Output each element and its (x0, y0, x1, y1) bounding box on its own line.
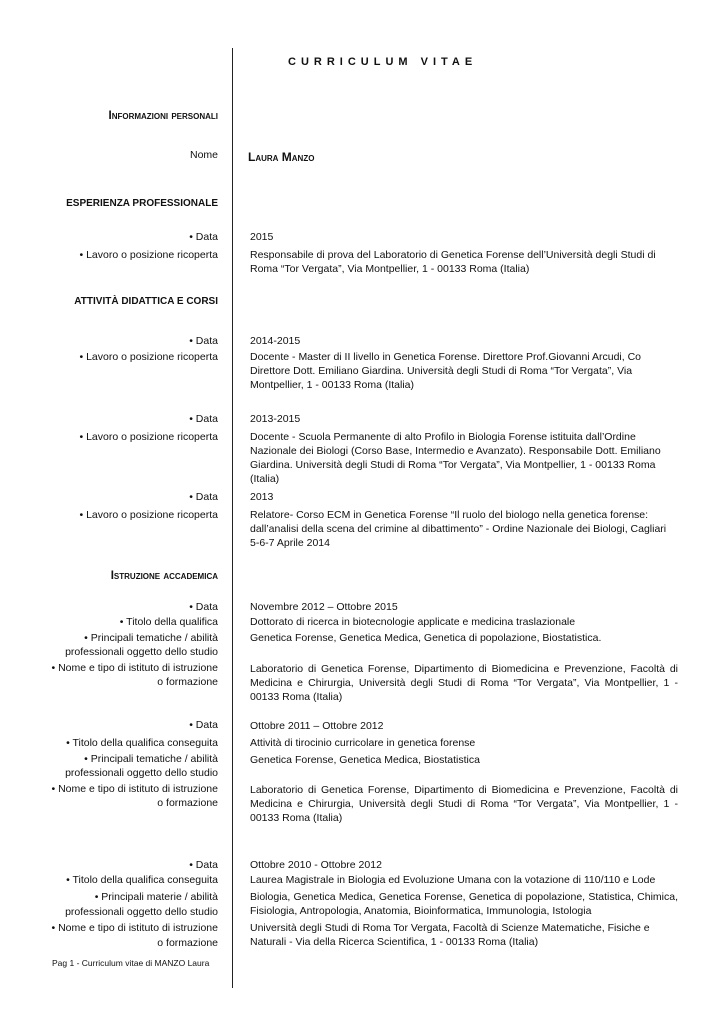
exp-date-label: • Data (189, 231, 218, 243)
section-personal-info: Informazioni personali (108, 110, 218, 122)
edu-date-label: • Data (189, 601, 218, 613)
edu-institute-label: • Nome e tipo di istituto di istruzione (51, 922, 218, 934)
edu-title-label: • Titolo della qualifica (119, 616, 218, 628)
person-name: Laura Manzo (248, 150, 315, 164)
edu-title: Laurea Magistrale in Biologia ed Evoluzione Umana con la votazione di 110/110 e Lode (250, 874, 656, 886)
edu-topics-label-2: professionali oggetto dello studio (65, 767, 218, 779)
teach-date: 2013 (250, 491, 274, 503)
edu-institute-label: • Nome e tipo di istituto di istruzione (51, 783, 218, 795)
section-experience: ESPERIENZA PROFESSIONALE (66, 198, 218, 209)
teach-date: 2013-2015 (250, 413, 301, 425)
edu-institute-label-2: o formazione (157, 797, 218, 809)
teach-date: 2014-2015 (250, 335, 301, 347)
edu-institute: Laboratorio di Genetica Forense, Dipartimento di Biomedicina e Prevenzione, Facoltà di Medicina e Chirurgia, Università degli Studi di Roma “Tor Vergata”, Via Montpellier, 1 - 00133 Roma (Italia) (250, 663, 678, 703)
exp-position: Responsabile di prova del Laboratorio di Genetica Forense dell’Università degli Studi di Roma “Tor Vergata”, Via Montpellier, 1 - 00133 Roma (Italia) (250, 249, 656, 275)
teach-position: Docente - Scuola Permanente di alto Profilo in Biologia Forense istituita dall’Ordine Nazionale dei Biologi (Corso Base, Intermedio e Avanzato). Responsabile Dott. Emiliano Giardina. Università degli Studi di Roma “Tor Vergata”, Via Montpellier, 1 - 00133 Roma (Italia) (250, 431, 661, 485)
exp-date: 2015 (250, 231, 274, 243)
teach-date-label: • Data (189, 335, 218, 347)
edu-date: Ottobre 2011 – Ottobre 2012 (250, 720, 384, 732)
edu-institute: Università degli Studi di Roma Tor Vergata, Facoltà di Scienze Matematiche, Fisiche e Naturali - Via della Ricerca Scientifica, 1 - 00133 Roma (Italia) (250, 922, 650, 948)
page-footer: Pag 1 - Curriculum vitae di MANZO Laura (52, 958, 210, 968)
edu-institute: Laboratorio di Genetica Forense, Dipartimento di Biomedicina e Prevenzione, Facoltà di Medicina e Chirurgia, Università degli Studi di Roma “Tor Vergata”, Via Montpellier, 1 - 00133 Roma (Italia) (250, 784, 678, 824)
edu-topics-label-2: professionali oggetto dello studio (65, 646, 218, 658)
edu-institute-label-2: o formazione (157, 937, 218, 949)
teach-position: Relatore- Corso ECM in Genetica Forense “Il ruolo del biologo nella genetica forense: dall’analisi della scena del crimine al dibattimento” - Ordine Nazionale dei Biologi, Cagliari 5-6-7 Aprile 2014 (250, 509, 667, 549)
edu-institute-label: • Nome e tipo di istituto di istruzione (51, 662, 218, 674)
teach-position-label: • Lavoro o posizione ricoperta (79, 509, 218, 521)
edu-topics: Biologia, Genetica Medica, Genetica Forense, Genetica di popolazione, Statistica, Chimica, Fisiologia, Antropologia, Anatomia, Bioinformatica, Immunologia, Istologia (250, 891, 678, 917)
teach-position-label: • Lavoro o posizione ricoperta (79, 351, 218, 363)
name-label: Nome (189, 149, 218, 161)
document-title: CURRICULUM VITAE (288, 56, 478, 68)
edu-topics-label: • Principali tematiche / abilità (84, 632, 218, 644)
edu-title-label: • Titolo della qualifica conseguita (66, 874, 218, 886)
teach-date-label: • Data (189, 413, 218, 425)
edu-title: Attività di tirocinio curricolare in genetica forense (250, 737, 476, 749)
edu-topics: Genetica Forense, Genetica Medica, Biostatistica (250, 754, 480, 766)
edu-title: Dottorato di ricerca in biotecnologie applicate e medicina traslazionale (250, 616, 576, 628)
edu-topics-label: • Principali tematiche / abilità (84, 753, 218, 765)
edu-topics-label-2: professionali oggetto dello studio (65, 906, 218, 918)
edu-topics: Genetica Forense, Genetica Medica, Genetica di popolazione, Biostatistica. (250, 632, 602, 644)
edu-date-label: • Data (189, 859, 218, 871)
section-education: Istruzione accademica (110, 570, 218, 582)
exp-position-label: • Lavoro o posizione ricoperta (79, 249, 218, 261)
edu-date: Ottobre 2010 - Ottobre 2012 (250, 859, 382, 871)
section-teaching: ATTIVITÀ DIDATTICA E CORSI (74, 296, 218, 307)
column-divider (232, 48, 233, 988)
edu-topics-label: • Principali materie / abilità (94, 891, 218, 903)
teach-date-label: • Data (189, 491, 218, 503)
edu-date-label: • Data (189, 719, 218, 731)
teach-position: Docente - Master di II livello in Genetica Forense. Direttore Prof.Giovanni Arcudi, Co Direttore Dott. Emiliano Giardina. Università degli Studi di Roma “Tor Vergata”, Via Montpellier, 1 - 00133 Roma (Italia) (250, 351, 642, 391)
edu-institute-label-2: o formazione (157, 676, 218, 688)
teach-position-label: • Lavoro o posizione ricoperta (79, 431, 218, 443)
edu-title-label: • Titolo della qualifica conseguita (66, 737, 218, 749)
edu-date: Novembre 2012 – Ottobre 2015 (250, 601, 398, 613)
